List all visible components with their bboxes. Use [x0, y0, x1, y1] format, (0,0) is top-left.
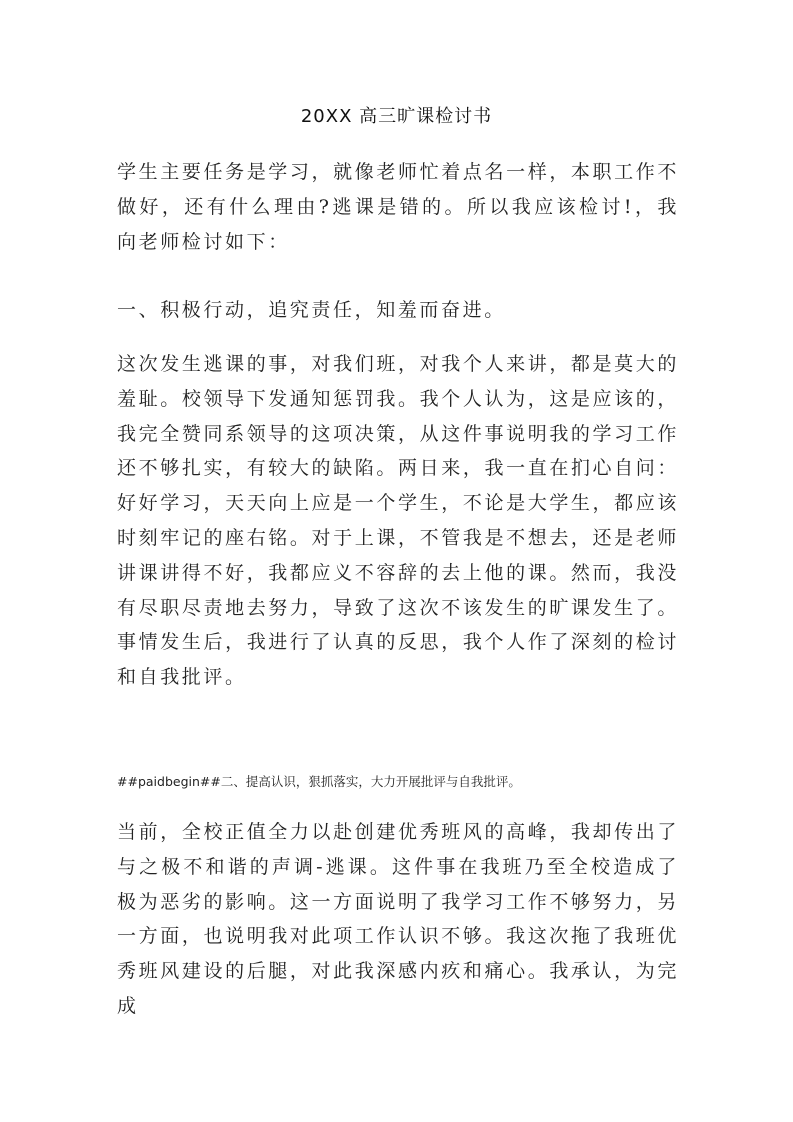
- paragraph-intro: 学生主要任务是学习，就像老师忙着点名一样，本职工作不做好，还有什么理由?逃课是错的。所以我应该检讨!，我向老师检讨如下：: [117, 161, 679, 253]
- paragraph-section-1: 这次发生逃课的事，对我们班，对我个人来讲，都是莫大的羞耻。校领导下发通知惩罚我。我个人认为，这是应该的，我完全赞同系领导的这项决策，从这件事说明我的学习工作还不够扎实，有较大的缺陷。两日来，我一直在扪心自问：好好学习，天天向上应是一个学生，不论是大学生，都应该时刻牢记的座右铭。对于上课，不管我是不想去，还是老师讲课讲得不好，我都应义不容辞的去上他的课。然而，我没有尽职尽责地去努力，导致了这次不该发生的旷课发生了。事情发生后，我进行了认真的反思，我个人作了深刻的检讨和自我批评。: [117, 353, 679, 689]
- section-heading-2: ##paidbegin##二、提高认识，狠抓落实，大力开展批评与自我批评。: [117, 774, 521, 789]
- section-heading-1: 一、积极行动，追究责任，知羞而奋进。: [117, 299, 506, 321]
- paragraph-section-2: 当前，全校正值全力以赴创建优秀班风的高峰，我却传出了与之极不和谐的声调-逃课。这件事在我班乃至全校造成了极为恶劣的影响。这一方面说明了我学习工作不够努力，另一方面，也说明我对此项工作认识不够。我这次拖了我班优秀班风建设的后腿，对此我深感内疚和痛心。我承认，为完成: [117, 821, 679, 1017]
- document-title: 20XX 高三旷课检讨书: [300, 106, 493, 127]
